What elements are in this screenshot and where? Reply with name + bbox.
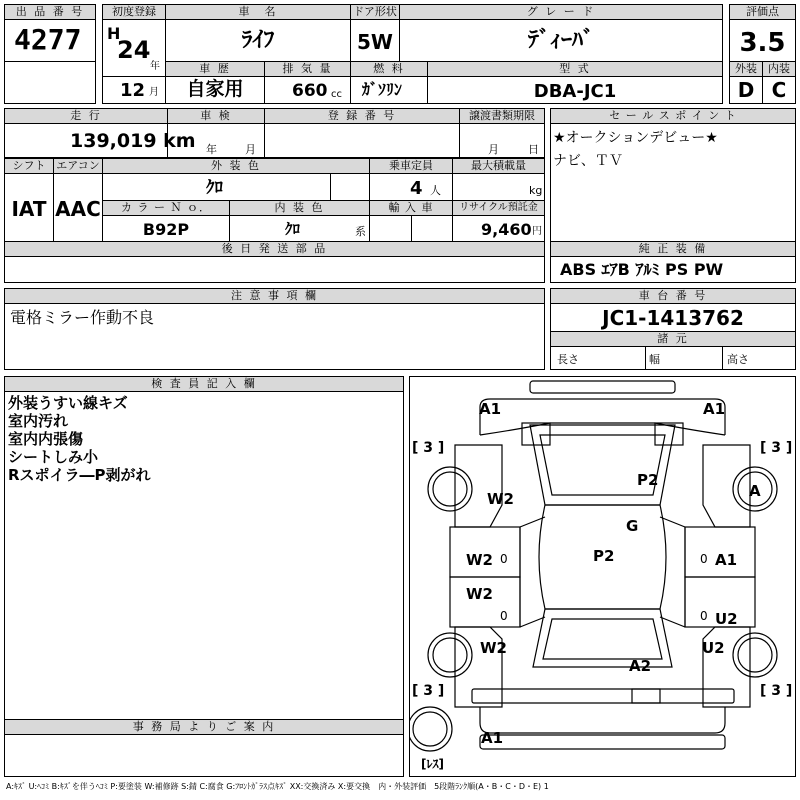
mark-u2-1: U2 xyxy=(715,610,738,628)
mark-u2-2: U2 xyxy=(702,639,725,657)
reg-year-unit: 年 xyxy=(150,61,160,72)
height-label: 高さ xyxy=(727,353,749,366)
ext-color: ｸﾛ xyxy=(206,178,223,198)
genuine-equipment: ABS ｴｱB ｱﾙﾐ PS PW xyxy=(560,260,724,279)
ac-label: エアコン xyxy=(54,159,102,174)
mark-zero-4: 0 xyxy=(700,609,708,623)
car-name-label: 車 名 xyxy=(166,5,350,20)
rear-left-wheel xyxy=(428,633,472,677)
reg-year: 24 xyxy=(117,36,151,64)
inspector-line-2: 室内汚れ xyxy=(8,412,69,430)
mark-p2-mid: P2 xyxy=(593,547,615,565)
mark-zero-2: 0 xyxy=(700,552,708,566)
chassis-number: JC1-1413762 xyxy=(602,306,744,330)
inspector-line-4: シートしみ小 xyxy=(8,448,99,466)
mark-w2-2: W2 xyxy=(466,551,493,569)
rear-bumper xyxy=(472,689,734,703)
first-reg-label: 初度登録 xyxy=(103,5,165,20)
legend: A:ｷｽﾞ U:ﾍｺﾐ B:ｷｽﾞを伴うﾍｺﾐ P:要塗装 W:補修跡 S:錆 C:腐食 G:ﾌﾛﾝﾄｶﾞﾗｽ点ｷｽﾞ XX:交換済み X:要交換 内・外装評価 5段階ﾗﾝｸ順(A・B・C・D・E) 1 xyxy=(6,782,549,791)
length-label: 長さ xyxy=(557,353,579,366)
car-diagram xyxy=(410,377,795,776)
office-label: 事 務 局 よ り ご 案 内 xyxy=(5,720,403,735)
mark-g: G xyxy=(626,517,639,535)
ext-color-label: 外 装 色 xyxy=(103,159,369,174)
chassis-label: 車 台 番 号 xyxy=(551,289,795,304)
model-label: 型 式 xyxy=(428,62,722,77)
plate-label: 登 録 番 号 xyxy=(265,109,459,124)
mark-w2-4: W2 xyxy=(480,639,507,657)
front-bumper xyxy=(530,381,675,393)
mark-w2-1: W2 xyxy=(487,490,514,508)
mark-a1-front-right: A1 xyxy=(703,400,726,418)
mark-a1-bottom: A1 xyxy=(481,729,504,747)
history: 自家用 xyxy=(186,78,244,100)
mark-3-bottom-right: [ 3 ] xyxy=(760,683,793,699)
capacity: 4 xyxy=(410,178,423,199)
mark-zero-1: 0 xyxy=(500,552,508,566)
capacity-label: 乗車定員 xyxy=(370,159,452,174)
inspection-label: 車 検 xyxy=(168,109,264,124)
later-parts-label: 後 日 発 送 部 品 xyxy=(5,242,544,257)
width-label: 幅 xyxy=(649,353,660,366)
displacement-label: 排 気 量 xyxy=(265,62,350,77)
transfer-label: 譲渡書類期限 xyxy=(460,109,544,124)
inspector-line-1: 外装うすい線キズ xyxy=(8,394,128,412)
door-type: 5W xyxy=(357,30,393,54)
mark-a2: A2 xyxy=(629,657,652,675)
mark-a1-mid: A1 xyxy=(715,551,738,569)
notes-text: 電格ミラー作動不良 xyxy=(10,308,155,327)
interior-grade: C xyxy=(771,78,787,102)
reg-month-unit: 月 xyxy=(149,87,159,98)
recycle-fee: 9,460 xyxy=(481,220,532,239)
transfer-day-unit: 日 xyxy=(528,143,539,156)
color-no-label: カ ラ ー Ｎ ｏ． xyxy=(103,201,229,216)
model: DBA-JC1 xyxy=(533,81,617,102)
int-color-label: 内 装 色 xyxy=(230,201,369,216)
load-unit: kg xyxy=(529,184,543,197)
capacity-unit: 人 xyxy=(430,184,441,197)
import-label: 輸 入 車 xyxy=(370,201,452,216)
load-label: 最大積載量 xyxy=(453,159,544,174)
mark-3-top-right: [ 3 ] xyxy=(760,440,793,456)
grade-label: グ レ ー ド xyxy=(400,5,722,20)
door-label: ドア形状 xyxy=(351,5,399,20)
reg-month: 12 xyxy=(120,80,146,101)
mark-p2-top: P2 xyxy=(637,471,659,489)
history-label: 車 歴 xyxy=(166,62,264,77)
rear-window xyxy=(533,609,672,667)
era-letter: H xyxy=(107,24,121,43)
displacement: 660 xyxy=(292,81,328,101)
exterior-grade: D xyxy=(737,78,755,102)
sales-label: セ ー ル ス ポ イ ン ト xyxy=(551,109,795,124)
recycle-label: リサイクル預託金 xyxy=(453,201,544,216)
recycle-unit: 円 xyxy=(532,226,542,237)
mark-less: [ﾚｽ] xyxy=(421,757,444,771)
color-no: B92P xyxy=(142,220,190,239)
shift: IAT xyxy=(11,197,47,221)
mark-w2-3: W2 xyxy=(466,585,493,603)
int-color-unit: 系 xyxy=(355,225,366,238)
int-color: ｸﾛ xyxy=(285,220,301,238)
sales-box xyxy=(550,108,796,242)
inspection-year-unit: 年 xyxy=(206,143,217,156)
transfer-month-unit: 月 xyxy=(488,143,499,156)
inspection-month-unit: 月 xyxy=(245,143,256,156)
mark-3-top-left: [ 3 ] xyxy=(412,440,445,456)
ac: AAC xyxy=(55,197,101,221)
spare-tire xyxy=(410,707,452,751)
specs-label: 諸 元 xyxy=(551,331,795,347)
grade: ﾃﾞｨｰﾊﾞ xyxy=(527,28,594,53)
fuel-label: 燃 料 xyxy=(351,62,427,77)
score: 3.5 xyxy=(739,28,786,58)
exterior-label: 外装 xyxy=(730,62,762,77)
mark-3-bottom-left: [ 3 ] xyxy=(412,683,445,699)
car-name: ﾗｲﾌ xyxy=(241,28,275,53)
sales-line1: ★オークションデビュー★ xyxy=(553,130,718,146)
lot-number: 4277 xyxy=(14,23,82,56)
inspector-label: 検 査 員 記 入 欄 xyxy=(5,377,403,392)
mark-a1-front-left: A1 xyxy=(479,400,502,418)
lot-under-box xyxy=(4,61,96,104)
interior-label: 内装 xyxy=(763,62,795,77)
inspector-line-5: Rスポイラ―P剥がれ xyxy=(8,466,151,484)
mark-zero-3: 0 xyxy=(500,609,508,623)
notes-label: 注 意 事 項 欄 xyxy=(5,289,544,304)
inspector-line-3: 室内内張傷 xyxy=(8,430,84,448)
score-label: 評価点 xyxy=(730,5,795,20)
rear-right-wheel xyxy=(733,633,777,677)
sales-line2: ナビ、ＴＶ xyxy=(553,153,623,169)
displacement-unit: cc xyxy=(331,89,342,100)
shift-label: シフト xyxy=(5,159,53,174)
genuine-label: 純 正 装 備 xyxy=(551,242,795,257)
mark-a-right: A xyxy=(749,482,761,500)
mileage-label: 走 行 xyxy=(5,109,167,124)
fuel: ｶﾞｿﾘﾝ xyxy=(362,80,403,99)
mileage: 139,019 km xyxy=(70,130,196,152)
front-left-wheel xyxy=(428,467,472,511)
lot-label: 出 品 番 号 xyxy=(5,5,95,20)
